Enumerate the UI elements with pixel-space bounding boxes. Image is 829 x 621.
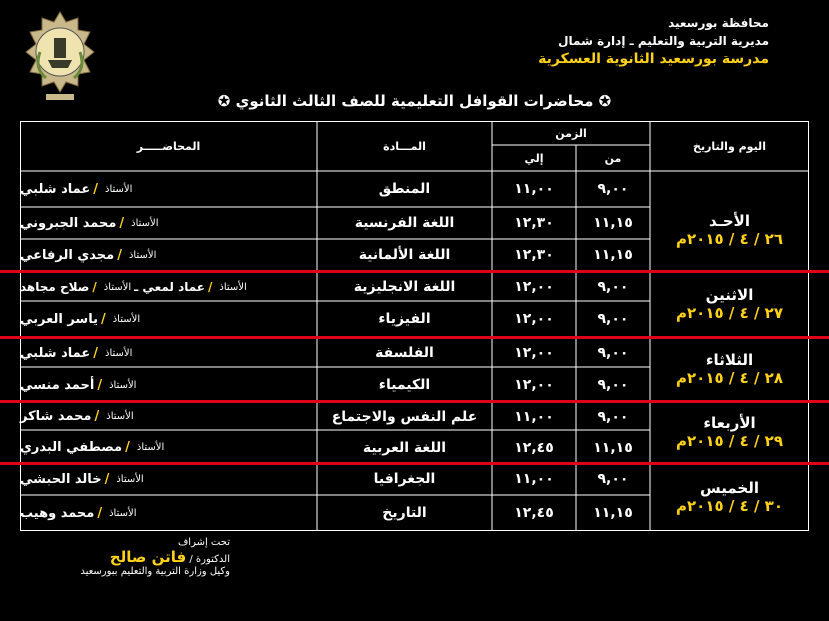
time-from-cell: ٩,٠٠ bbox=[597, 345, 629, 361]
time-to-cell: ١٢,٣٠ bbox=[514, 215, 554, 231]
day-divider bbox=[0, 336, 829, 339]
time-from-cell: ٩,٠٠ bbox=[597, 181, 629, 197]
slash-separator: / bbox=[125, 440, 130, 455]
slash-separator: / bbox=[100, 311, 106, 327]
lecturer-prefix: الأستاذ bbox=[109, 379, 137, 391]
day-cell bbox=[650, 463, 809, 531]
day-date: ٣٠ / ٤ / ٢٠١٥م bbox=[676, 497, 783, 515]
lecturer-cell bbox=[20, 239, 230, 271]
subject-cell: الفيزياء bbox=[378, 311, 431, 327]
slash-separator: / bbox=[104, 471, 110, 487]
subject-cell: المنطق bbox=[378, 181, 431, 197]
time-from-cell: ١١,١٥ bbox=[593, 439, 633, 456]
subject-cell: الجغرافيا bbox=[373, 471, 436, 487]
day-date: ٢٩ / ٤ / ٢٠١٥م bbox=[676, 432, 783, 450]
time-from-cell: ١١,١٥ bbox=[593, 247, 633, 263]
page-title: ✪ محاضرات القوافل التعليمية للصف الثالث الثانوي ✪ bbox=[217, 92, 612, 110]
supervision-label: تحت إشراف bbox=[177, 537, 230, 548]
time-from-cell: ٩,٠٠ bbox=[597, 471, 629, 487]
subject-cell: الفلسفة bbox=[375, 345, 434, 361]
day-divider bbox=[0, 462, 829, 465]
slash-separator: / bbox=[93, 181, 98, 197]
lecturer-cell bbox=[20, 207, 230, 239]
header-day-date: اليوم والتاريخ bbox=[693, 139, 766, 153]
header-lecturer: المحاضـــــر bbox=[136, 139, 201, 153]
lecturer-cell bbox=[20, 337, 230, 369]
time-to-cell: ١٢,٠٠ bbox=[514, 279, 554, 295]
time-from-cell: ٩,٠٠ bbox=[597, 279, 629, 295]
time-from-cell: ٩,٠٠ bbox=[597, 408, 629, 425]
slash-separator: / bbox=[117, 247, 122, 263]
lecturer-prefix: الأستاذ bbox=[106, 411, 134, 422]
lecturer-cell bbox=[20, 271, 317, 303]
time-to-cell: ١١,٠٠ bbox=[514, 181, 554, 197]
day-name: الأربعاء bbox=[703, 414, 756, 432]
lecturer-prefix: الأستاذ bbox=[131, 217, 159, 229]
day-date: ٢٦ / ٤ / ٢٠١٥م bbox=[676, 230, 783, 248]
day-cell bbox=[650, 401, 809, 463]
header-from: من bbox=[604, 151, 622, 165]
day-name: الخميس bbox=[700, 479, 759, 497]
lecturer-name: محمد وهيب bbox=[20, 505, 95, 521]
day-name: الاثنين bbox=[705, 286, 754, 304]
signature-block bbox=[30, 537, 230, 577]
lecturer-prefix: الأستاذ bbox=[112, 313, 141, 325]
subject-cell: الكيمياء bbox=[378, 377, 431, 393]
subject-cell: اللغة الألمانية bbox=[358, 247, 451, 263]
lecturer-name: مصطفي البدري bbox=[20, 440, 123, 455]
day-cell bbox=[650, 271, 809, 337]
lecturer-cell bbox=[20, 369, 230, 401]
lecturer-prefix: الأستاذ bbox=[219, 281, 247, 293]
governorate-label: محافظة بورسعيد bbox=[668, 16, 769, 30]
slash-separator: / bbox=[94, 409, 100, 424]
lecturer-name: أحمد منسي bbox=[20, 377, 95, 393]
lecturer-name: محمد شاكر bbox=[20, 409, 92, 424]
time-to-cell: ١١,٠٠ bbox=[514, 408, 554, 425]
lecturer-cell bbox=[20, 303, 230, 335]
slash-separator: / bbox=[97, 377, 103, 393]
day-date: ٢٨ / ٤ / ٢٠١٥م bbox=[676, 369, 783, 387]
time-from-cell: ٩,٠٠ bbox=[597, 311, 629, 327]
time-to-cell: ١٢,٠٠ bbox=[514, 377, 554, 393]
day-divider bbox=[0, 270, 829, 273]
lecturer-name: محمد الجبروني bbox=[20, 215, 117, 231]
slash-separator: / bbox=[92, 280, 97, 294]
day-date: ٢٧ / ٤ / ٢٠١٥م bbox=[676, 304, 783, 322]
lecturer-cell bbox=[20, 495, 230, 531]
time-from-cell: ٩,٠٠ bbox=[597, 377, 629, 393]
subject-cell: علم النفس والاجتماع bbox=[331, 408, 478, 425]
lecturer-prefix: الأستاذ bbox=[116, 473, 144, 485]
schedule-table bbox=[20, 121, 809, 531]
time-from-cell: ١١,١٥ bbox=[593, 505, 633, 521]
lecturer-name: عماد شلبي bbox=[20, 345, 91, 361]
lecturer-prefix: الأستاذ bbox=[103, 281, 132, 293]
slash-separator: / bbox=[119, 215, 125, 231]
time-to-cell: ١٢,٤٥ bbox=[514, 505, 554, 521]
lecturer-name: عماد شلبي bbox=[20, 181, 91, 197]
time-to-cell: ١٢,٣٠ bbox=[514, 247, 554, 263]
lecturer-cell bbox=[20, 171, 230, 207]
directorate-label: مديرية التربية والتعليم ـ إدارة شمال bbox=[558, 34, 769, 48]
day-cell bbox=[650, 337, 809, 401]
time-to-cell: ١٢,٠٠ bbox=[514, 311, 554, 327]
lecturer-prefix: الأستاذ bbox=[136, 442, 165, 453]
lecturer-name: خالد الحبشي bbox=[20, 471, 102, 487]
slash-separator: / bbox=[207, 280, 213, 294]
lecturer-cell bbox=[20, 463, 230, 495]
time-to-cell: ١٢,٤٥ bbox=[514, 439, 554, 456]
lecturer-name: صلاح مجاهد bbox=[20, 280, 90, 294]
lecturer-prefix: الأستاذ bbox=[109, 507, 137, 519]
subject-cell: التاريخ bbox=[382, 505, 427, 521]
subject-cell: اللغة الانجليزية bbox=[353, 279, 456, 295]
header-subject: المـــادة bbox=[383, 139, 426, 153]
supervisor-name: فاتن صالح bbox=[109, 548, 187, 566]
day-name: الأحـد bbox=[709, 212, 750, 230]
lecturer-cell bbox=[20, 432, 230, 463]
supervisor-title: الدكتورة / bbox=[189, 554, 230, 565]
header-to: إلي bbox=[524, 151, 544, 165]
day-name: الثلاثاء bbox=[705, 351, 754, 369]
header-time: الزمن bbox=[555, 126, 587, 140]
time-to-cell: ١٢,٠٠ bbox=[514, 345, 554, 361]
lecturer-prefix: الأستاذ bbox=[104, 183, 133, 195]
slash-separator: / bbox=[97, 505, 103, 521]
supervisor-role: وكيل وزارة التربية والتعليم ببورسعيد bbox=[80, 566, 230, 577]
time-to-cell: ١١,٠٠ bbox=[514, 471, 554, 487]
lecturer-name: عماد لمعي ـ bbox=[134, 280, 205, 294]
lecturer-cell bbox=[20, 401, 230, 432]
school-label: مدرسة بورسعيد الثانوية العسكرية bbox=[538, 51, 769, 67]
supervisor-line bbox=[30, 548, 230, 566]
lecturer-name: ياسر العربي bbox=[20, 311, 98, 327]
lecturer-prefix: الأستاذ bbox=[128, 249, 157, 261]
day-divider bbox=[0, 400, 829, 403]
time-from-cell: ١١,١٥ bbox=[593, 215, 633, 231]
subject-cell: اللغة الفرنسية bbox=[354, 215, 455, 231]
page-header bbox=[538, 14, 769, 68]
slash-separator: / bbox=[93, 345, 98, 361]
lecturer-prefix: الأستاذ bbox=[104, 347, 133, 359]
subject-cell: اللغة العربية bbox=[362, 439, 447, 456]
lecturer-name: مجدي الرفاعي bbox=[20, 247, 115, 263]
